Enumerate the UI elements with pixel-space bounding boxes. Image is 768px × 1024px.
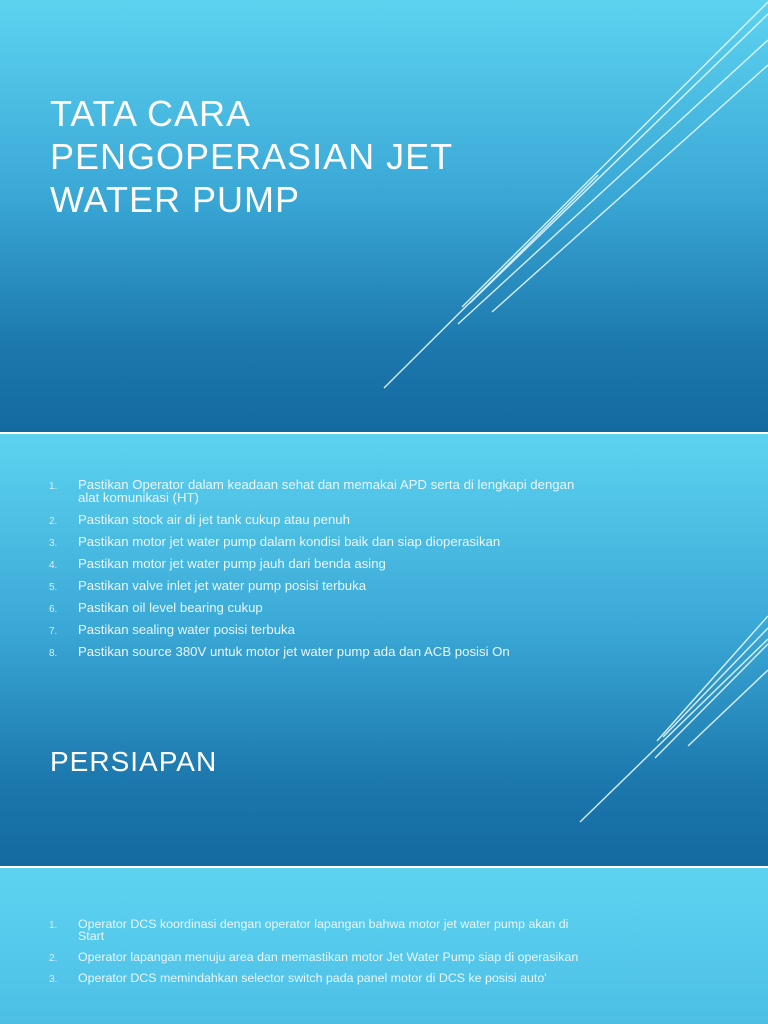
deco-line — [492, 65, 768, 312]
list-item: 2. Operator lapangan menuju area dan memastikan motor Jet Water Pump siap di operasikan — [49, 950, 579, 964]
list-item-text: Pastikan sealing water posisi terbuka — [78, 622, 295, 637]
list-item: 5. Pastikan valve inlet jet water pump posisi terbuka — [49, 578, 367, 593]
list-item-text: Pastikan stock air di jet tank cukup atau penuh — [78, 512, 350, 527]
persiapan-list — [49, 478, 589, 667]
deco-line — [688, 670, 768, 746]
list-item: 6. Pastikan oil level bearing cukup — [49, 600, 263, 615]
slide-title — [0, 0, 768, 432]
deco-line — [580, 639, 768, 822]
deco-line — [470, 14, 768, 303]
deco-line — [655, 644, 768, 758]
list-item: 3. Operator DCS memindahkan selector switch pada panel motor di DCS ke posisi auto' — [49, 971, 547, 985]
list-item-text: Pastikan Operator dalam keadaan sehat dan memakai APD serta di lengkapi dengan alat komunikasi (HT) — [78, 477, 575, 505]
list-item: 1. Operator DCS koordinasi dengan operator lapangan bahwa motor jet water pump akan di Start — [49, 917, 569, 943]
list-item: 8. Pastikan source 380V untuk motor jet water pump ada dan ACB posisi On — [49, 644, 510, 659]
list-item: 2. Pastikan stock air di jet tank cukup atau penuh — [49, 512, 350, 527]
list-item-text: Operator DCS koordinasi dengan operator lapangan bahwa motor jet water pump akan di Start — [78, 917, 569, 943]
list-item: 1. Pastikan Operator dalam keadaan sehat dan memakai APD serta di lengkapi dengan alat komunikasi (HT) — [49, 477, 575, 505]
list-item-text: Pastikan motor jet water pump dalam kondisi baik dan siap dioperasikan — [78, 534, 501, 549]
list-item-text: Pastikan motor jet water pump jauh dari benda asing — [78, 556, 386, 571]
list-item-text: Pastikan oil level bearing cukup — [78, 600, 263, 615]
operation-list — [49, 918, 589, 993]
list-item-text: Operator lapangan menuju area dan memastikan motor Jet Water Pump siap di operasikan — [78, 950, 579, 964]
slide-title-text: TATA CARA PENGOPERASIAN JET WATER PUMP — [50, 93, 453, 220]
section-title: PERSIAPAN — [50, 746, 218, 777]
deco-line — [458, 40, 768, 324]
list-item-text: Operator DCS memindahkan selector switch pada panel motor di DCS ke posisi auto' — [78, 971, 547, 985]
list-item: 4. Pastikan motor jet water pump jauh dari benda asing — [49, 556, 386, 571]
list-item-text: Pastikan valve inlet jet water pump posisi terbuka — [78, 578, 367, 593]
list-item: 3. Pastikan motor jet water pump dalam kondisi baik dan siap dioperasikan — [49, 534, 501, 549]
list-item: 7. Pastikan sealing water posisi terbuka — [49, 622, 295, 637]
list-item-text: Pastikan source 380V untuk motor jet water pump ada dan ACB posisi On — [78, 644, 510, 659]
deco-line — [462, 2, 768, 307]
